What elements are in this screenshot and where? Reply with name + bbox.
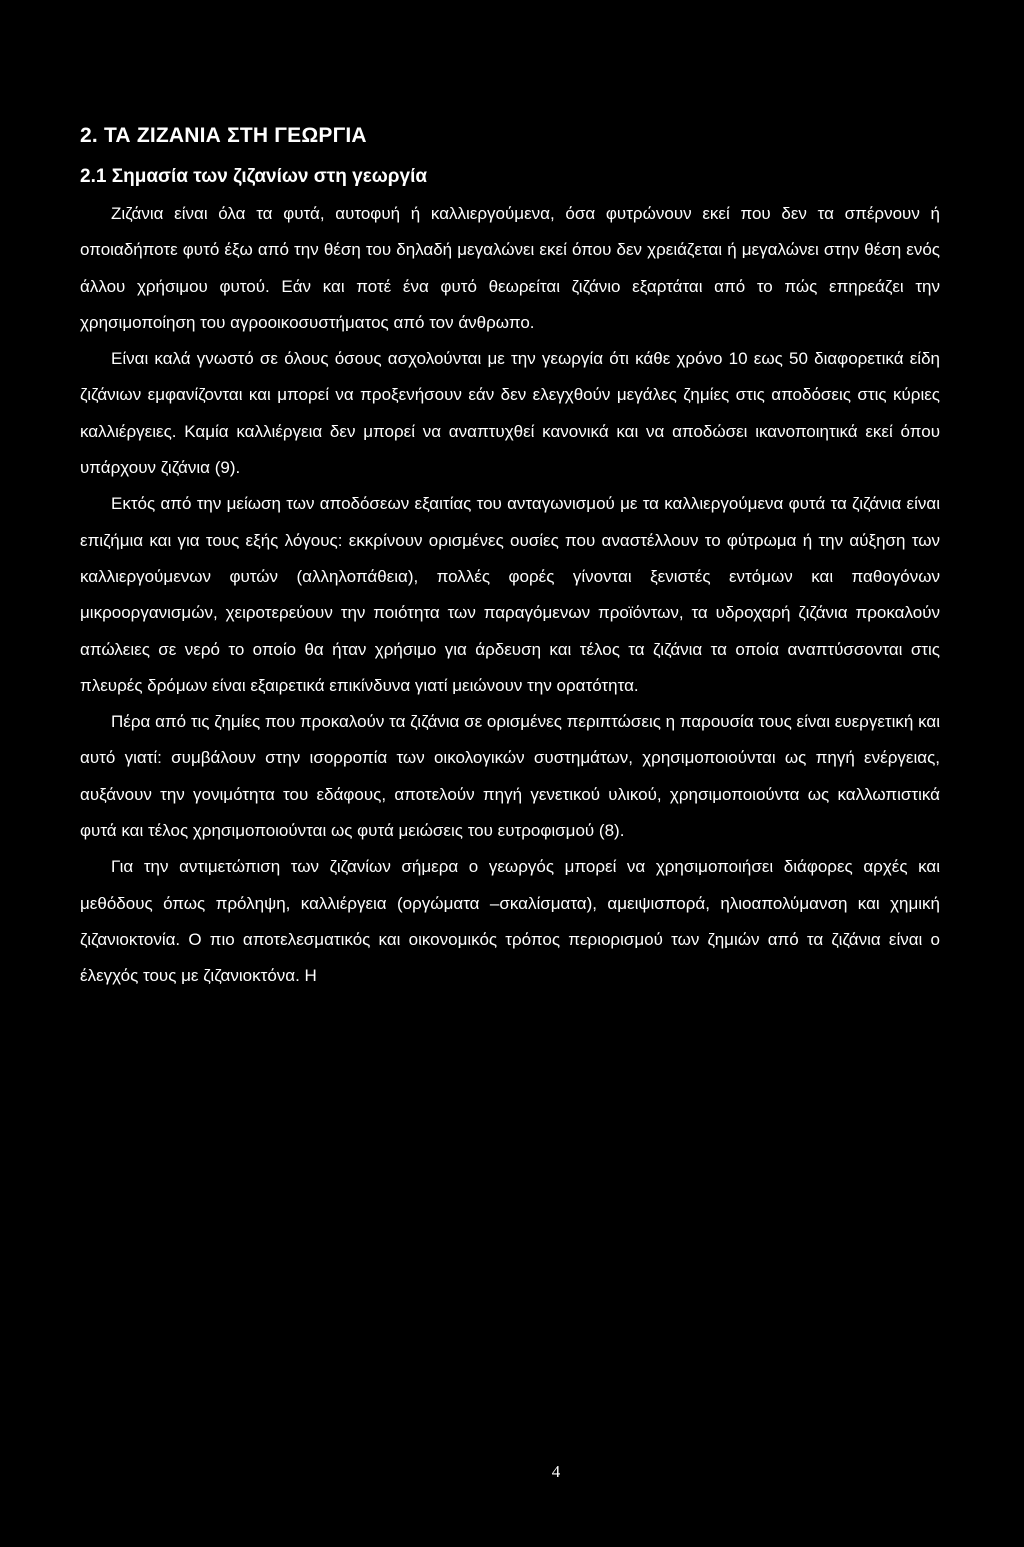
paragraph-definition: Ζιζάνια είναι όλα τα φυτά, αυτοφυή ή καλλιεργούμενα, όσα φυτρώνουν εκεί που δεν τα σπέρνουν ή οποιαδήποτε φυτό έξω από την θέση του δηλαδή μεγαλώνει εκεί όπου δεν χρειάζεται ή μεγαλώνει στην θέση ενός άλλου χρήσιμου φυτού. Εάν και ποτέ ένα φυτό θεωρείται ζιζάνιο εξαρτάται από το πώς επηρεάζει την χρησιμοποίηση του αγροοικοσυστήματος από τον άνθρωπο. [80,204,940,332]
page-number: 4 [551,1462,561,1481]
section-title: 2.1 Σημασία των ζιζανίων στη γεωργία [80,166,428,187]
chapter-title: 2. ΤΑ ΖΙΖΑΝΙΑ ΣΤΗ ΓΕΩΡΓΙΑ [80,124,367,147]
paragraph-benefits: Πέρα από τις ζημίες που προκαλούν τα ζιζάνια σε ορισμένες περιπτώσεις η παρουσία τους είναι ευεργετική και αυτό γιατί: συμβάλουν στην ισορροπία των οικολογικών συστημάτων, χρησιμοποιούνται ως πηγή ενέργειας, αυξάνουν την γονιμότητα του εδάφους, αποτελούν πηγή γενετικού υλικού, χρησιμοποιούντα ως καλλωπιστικά φυτά και τέλος χρησιμοποιούνται ως φυτά μειώσεις του ευτροφισμού (8). [80,712,940,841]
document-page [80,120,940,995]
paragraph-yield-losses: Είναι καλά γνωστό σε όλους όσους ασχολούνται με την γεωργία ότι κάθε χρόνο 10 εως 50 διαφορετικά είδη ζιζάνιων εμφανίζονται και μπορεί να προξενήσουν εάν δεν ελεγχθούν μεγάλες ζημίες στις αποδόσεις στις κύριες καλλιέργειες. Καμία καλλιέργεια δεν μπορεί να αναπτυχθεί κανονικά και να αποδώσει ικανοποιητικά εκεί όπου υπάρχουν ζιζάνια (9). [80,349,940,478]
paragraph-harmful-effects: Εκτός από την μείωση των αποδόσεων εξαιτίας του ανταγωνισμού με τα καλλιεργούμενα φυτά τα ζιζάνια είναι επιζήμια και για τους εξής λόγους: εκκρίνουν ορισμένες ουσίες που αναστέλλουν το φύτρωμα ή την αύξηση των καλλιεργούμενων φυτών (αλληλοπάθεια), πολλές φορές γίνονται ξενιστές εντόμων και παθογόνων μικροοργανισμών, χειροτερεύουν την ποιότητα των παραγόμενων προϊόντων, τα υδροχαρή ζιζάνια προκαλούν απώλειες σε νερό το οποίο θα ήταν χρήσιμο για άρδευση και τέλος τα ζιζάνια τα οποία αναπτύσσονται στις πλευρές δρόμων είναι εξαιρετικά επικίνδυνα γιατί μειώνουν την ορατότητα. [80,494,940,695]
paragraph-control-methods: Για την αντιμετώπιση των ζιζανίων σήμερα ο γεωργός μπορεί να χρησιμοποιήσει διάφορες αρχές και μεθόδους όπως πρόληψη, καλλιέργεια (οργώματα –σκαλίσματα), αμειψισπορά, ηλιοαπολύμανση και χημική ζιζανιοκτονία. Ο πιο αποτελεσματικός και οικονομικός τρόπος περιορισμού των ζημιών από τα ζιζάνια είναι ο έλεγχός τους με ζιζανιοκτόνα. Η [80,857,940,986]
